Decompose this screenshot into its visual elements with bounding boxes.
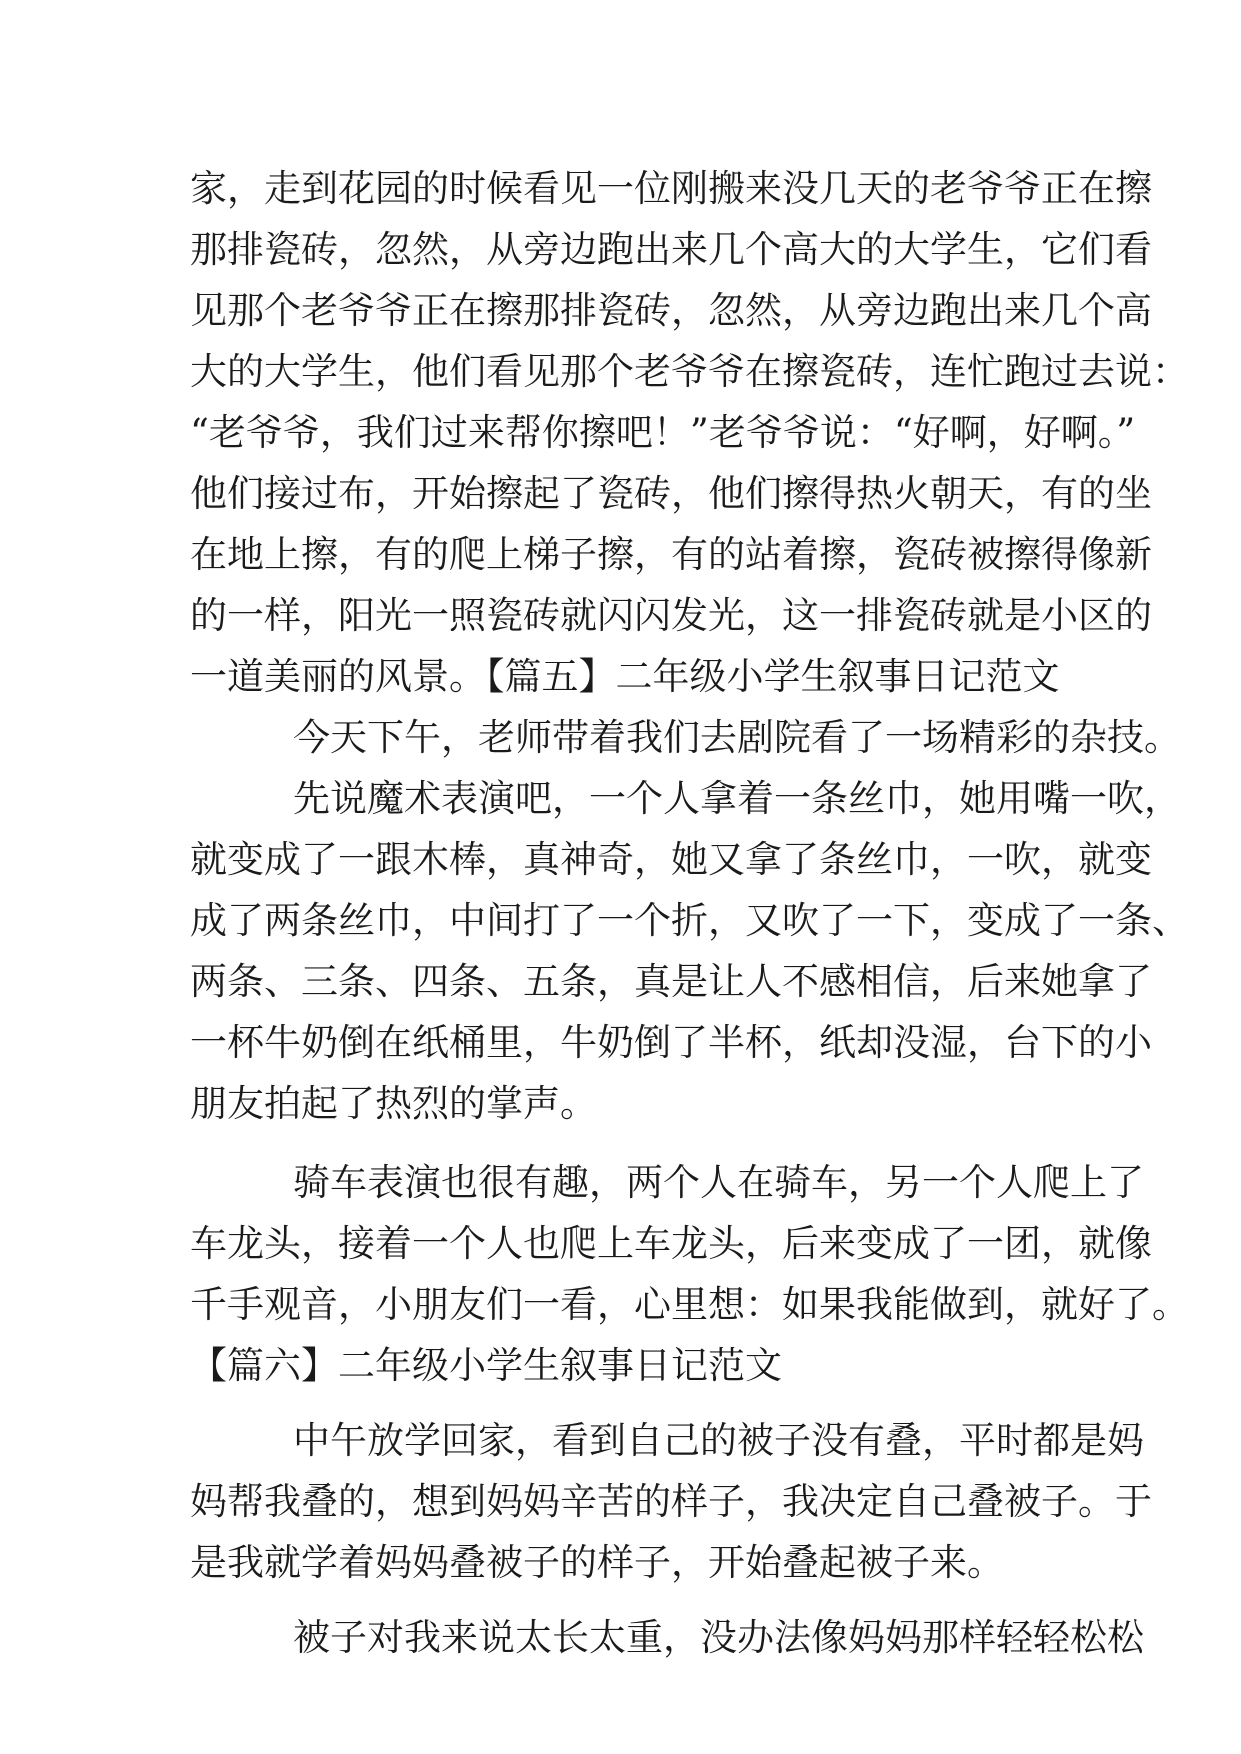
text-line: 家，走到花园的时候看见一位刚搬来没几天的老爷爷正在擦 — [190, 167, 1152, 210]
paragraph-start-line: 今天下午，老师带着我们去剧院看了一场精彩的杂技。 — [293, 716, 1181, 759]
text-line: 是我就学着妈妈叠被子的样子，开始叠起被子来。 — [190, 1541, 1004, 1584]
paragraph-start-line: 中午放学回家，看到自己的被子没有叠，平时都是妈 — [293, 1419, 1144, 1462]
text-line: 妈帮我叠的，想到妈妈辛苦的样子，我决定自己叠被子。于 — [190, 1480, 1152, 1523]
text-line: 千手观音，小朋友们一看，心里想：如果我能做到，就好了。 — [190, 1283, 1189, 1326]
document-body — [190, 158, 1189, 1668]
text-line: 朋友拍起了热烈的掌声。 — [190, 1082, 597, 1125]
text-line: 那排瓷砖，忽然，从旁边跑出来几个高大的大学生，它们看 — [190, 228, 1152, 271]
text-line: 在地上擦，有的爬上梯子擦，有的站着擦，瓷砖被擦得像新 — [190, 533, 1152, 576]
text-line: 大的大学生，他们看见那个老爷爷在擦瓷砖，连忙跑过去说： — [190, 350, 1189, 393]
text-line: 一杯牛奶倒在纸桶里，牛奶倒了半杯，纸却没湿，台下的小 — [190, 1021, 1152, 1064]
text-line: “老爷爷，我们过来帮你擦吧！”老爷爷说：“好啊，好啊。” — [190, 411, 1136, 454]
paragraph-start-line: 先说魔术表演吧，一个人拿着一条丝巾，她用嘴一吹， — [293, 777, 1181, 820]
text-line: 两条、三条、四条、五条，真是让人不感相信，后来她拿了 — [190, 960, 1152, 1003]
paragraph-start-line: 骑车表演也很有趣，两个人在骑车，另一个人爬上了 — [293, 1161, 1144, 1204]
section-heading-line: 一道美丽的风景。【篇五】二年级小学生叙事日记范文 — [190, 655, 1060, 698]
text-line: 他们接过布，开始擦起了瓷砖，他们擦得热火朝天，有的坐 — [190, 472, 1152, 515]
section-heading-line: 【篇六】二年级小学生叙事日记范文 — [190, 1344, 782, 1387]
text-line: 车龙头，接着一个人也爬上车龙头，后来变成了一团，就像 — [190, 1222, 1152, 1265]
text-line: 的一样，阳光一照瓷砖就闪闪发光，这一排瓷砖就是小区的 — [190, 594, 1152, 637]
text-line: 成了两条丝巾，中间打了一个折，又吹了一下，变成了一条、 — [190, 899, 1189, 942]
text-line: 就变成了一跟木棒，真神奇，她又拿了条丝巾，一吹，就变 — [190, 838, 1152, 881]
paragraph-start-line: 被子对我来说太长太重，没办法像妈妈那样轻轻松松 — [293, 1616, 1144, 1659]
text-line: 见那个老爷爷正在擦那排瓷砖，忽然，从旁边跑出来几个高 — [190, 289, 1152, 332]
